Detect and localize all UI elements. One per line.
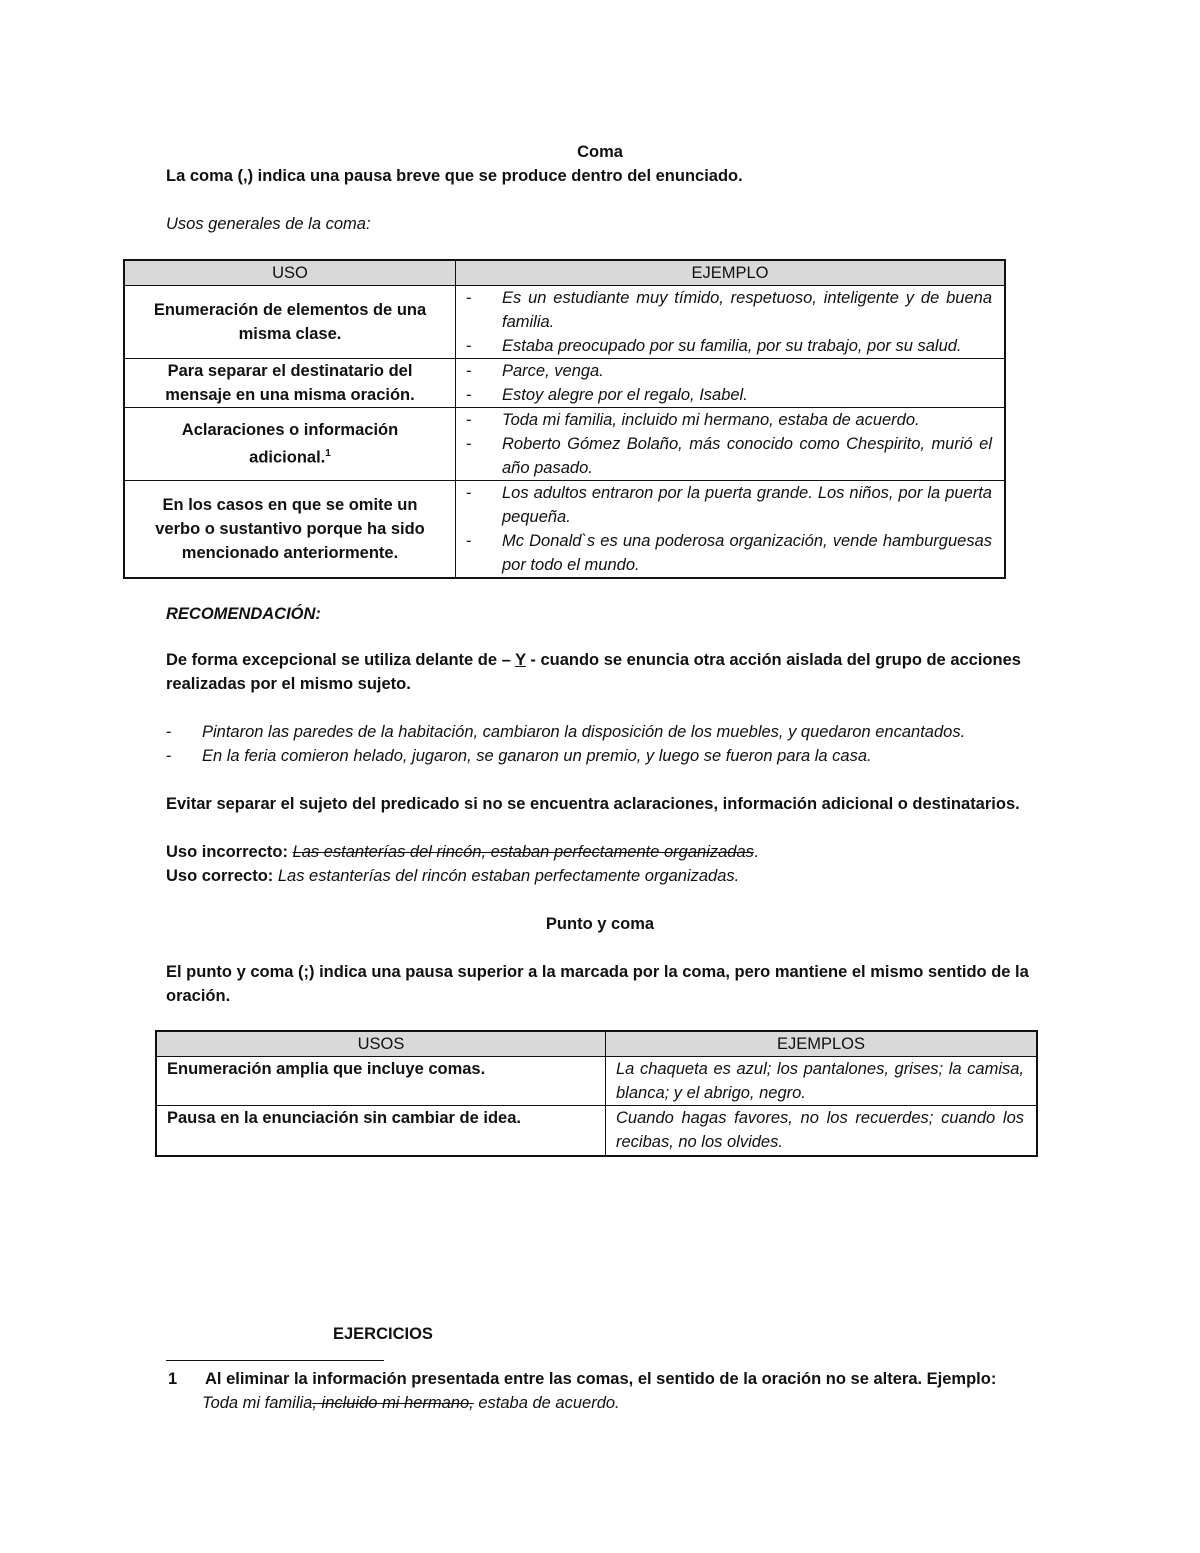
example-item: - Estaba preocupado por su familia, por su trabajo, por su salud. [466, 337, 962, 355]
example-item: - Mc Donald`s es una poderosa organización, vende hamburguesas por todo el mundo. [466, 532, 992, 574]
incorrect-example: Las estanterías del rincón, estaban perfectamente organizadas [292, 843, 754, 861]
uso-cell: Enumeración de elementos de una misma clase. [124, 286, 456, 359]
footnote-example: Toda mi familia, incluido mi hermano, estaba de acuerdo. [202, 1394, 620, 1412]
header-ejemplos: EJEMPLOS [606, 1031, 1038, 1057]
uso-cell: Pausa en la enunciación sin cambiar de idea. [156, 1106, 606, 1156]
uso-cell: Aclaraciones o información adicional.$^1$ [124, 408, 456, 481]
punto-coma-intro: El punto y coma (;) indica una pausa superior a la marcada por la coma, pero mantiene el mismo sentido de la oración. [166, 963, 1029, 1005]
table-header-row [156, 1031, 1037, 1057]
example-cell [456, 408, 1006, 481]
coma-intro: La coma (,) indica una pausa breve que se produce dentro del enunciado. [166, 167, 743, 185]
ejercicios-heading: EJERCICIOS [333, 1325, 433, 1343]
usos-heading: Usos generales de la coma: [166, 215, 371, 233]
punto-coma-table [155, 1030, 1038, 1157]
header-usos: USOS [156, 1031, 606, 1057]
example-item: - Es un estudiante muy tímido, respetuoso, inteligente y de buena familia. [466, 289, 992, 331]
example-item: - Los adultos entraron por la puerta grande. Los niños, por la puerta pequeña. [466, 484, 992, 526]
y-underlined: Y [515, 651, 526, 669]
example-item: - Toda mi familia, incluido mi hermano, estaba de acuerdo. [466, 411, 920, 429]
correct-example: Las estanterías del rincón estaban perfectamente organizadas. [277, 867, 740, 885]
recomendacion-examples [166, 720, 1046, 768]
footnote-text: Al eliminar la información presentada entre las comas, el sentido de la oración no se altera. Ejemplo: [205, 1370, 997, 1388]
table-row [156, 1106, 1037, 1156]
example-item: - Parce, venga. [466, 362, 604, 380]
example-cell [456, 481, 1006, 579]
list-item: - En la feria comieron helado, jugaron, se ganaron un premio, y luego se fueron para la casa. [166, 747, 872, 765]
example-cell [456, 359, 1006, 408]
table-row [124, 359, 1005, 408]
table-row [156, 1057, 1037, 1106]
section-title-punto-y-coma: Punto y coma [545, 915, 655, 933]
table-row [124, 481, 1005, 579]
header-ejemplo: EJEMPLO [456, 260, 1006, 286]
table-row [124, 408, 1005, 481]
example-cell: Cuando hagas favores, no los recuerdes; cuando los recibas, no los olvides. [606, 1106, 1038, 1156]
example-cell: La chaqueta es azul; los pantalones, grises; la camisa, blanca; y el abrigo, negro. [606, 1057, 1038, 1106]
header-uso: USO [124, 260, 456, 286]
uso-incorrecto: Uso incorrecto: Las estanterías del rincón, estaban perfectamente organizadas. [166, 843, 759, 861]
example-item: - Estoy alegre por el regalo, Isabel. [466, 386, 748, 404]
example-item: - Roberto Gómez Bolaño, más conocido como Chespirito, murió el año pasado. [466, 435, 992, 477]
section-title-coma: Coma [577, 143, 623, 161]
uso-correcto: Uso correcto: Las estanterías del rincón estaban perfectamente organizadas. [166, 867, 740, 885]
uso-cell: Enumeración amplia que incluye comas. [156, 1057, 606, 1106]
footnote-separator [166, 1360, 384, 1361]
footnote-number: 1 [168, 1370, 178, 1388]
table-row [124, 286, 1005, 359]
recomendacion-heading: RECOMENDACIÓN: [166, 605, 321, 623]
recomendacion-text: De forma excepcional se utiliza delante de – Y - cuando se enuncia otra acción aislada del grupo de acciones realizadas por el mismo sujeto. [166, 651, 1021, 693]
evitar-text: Evitar separar el sujeto del predicado si no se encuentra aclaraciones, información adicional o destinatarios. [166, 795, 1020, 813]
uso-cell: En los casos en que se omite un verbo o sustantivo porque ha sido mencionado anteriormente. [124, 481, 456, 579]
coma-uses-table [123, 259, 1006, 579]
example-cell [456, 286, 1006, 359]
list-item: - Pintaron las paredes de la habitación, cambiaron la disposición de los muebles, y quedaron encantados. [166, 723, 966, 741]
uso-cell: Para separar el destinatario del mensaje en una misma oración. [124, 359, 456, 408]
footnote-reference: 1 [325, 448, 331, 460]
table-header-row [124, 260, 1005, 286]
